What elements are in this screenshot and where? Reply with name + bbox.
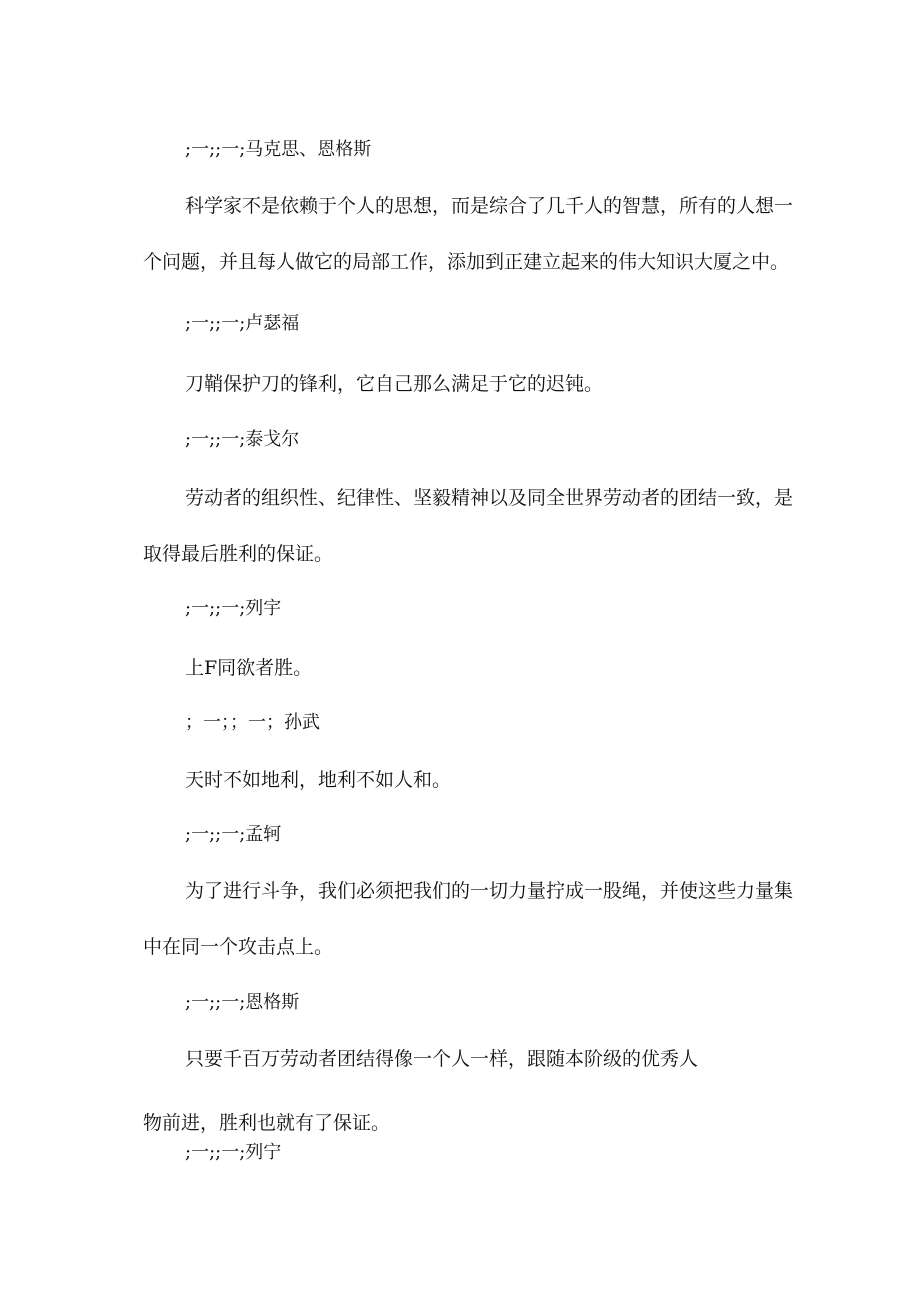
quote-7-line-1: 只要千百万劳动者团结得像一个人一样，跟随本阶级的优秀人 — [185, 1048, 699, 1070]
quote-3-line-2: 取得最后胜利的保证。 — [143, 543, 334, 565]
quote-1-line-1: 科学家不是依赖于个人的思想，而是综合了几千人的智慧，所有的人想一 — [185, 195, 794, 217]
attribution-4: ;一;;一;列宇 — [185, 598, 282, 619]
quote-2-line-1: 刀鞘保护刀的锋利，它自己那么满足于它的迟钝。 — [185, 373, 604, 395]
quote-6-line-2: 中在同一个攻击点上。 — [143, 936, 334, 958]
quote-5-line-1: 天时不如地利，地利不如人和。 — [185, 769, 452, 791]
quote-4-line-1: 上F同欲者胜。 — [185, 657, 313, 679]
attribution-7: ;一;;一;恩格斯 — [185, 992, 300, 1013]
attribution-2: ;一;;一;卢瑟福 — [185, 313, 300, 334]
attribution-1: ;一;;一;马克思、恩格斯 — [185, 139, 372, 160]
quote-1-line-2: 个问题，并且每人做它的局部工作，添加到正建立起来的伟大知识大厦之中。 — [143, 251, 790, 273]
attribution-6: ;一;;一;孟轲 — [185, 824, 282, 845]
attribution-3: ;一;;一;泰戈尔 — [185, 429, 300, 450]
attribution-5: ；一；；一；孙武 — [185, 712, 320, 733]
quote-3-line-1: 劳动者的组织性、纪律性、坚毅精神以及同全世界劳动者的团结一致，是 — [185, 487, 794, 509]
quote-7-line-2: 物前进，胜利也就有了保证。 — [143, 1112, 391, 1134]
attribution-8: ;一;;一;列宁 — [185, 1142, 282, 1163]
quote-6-line-1: 为了进行斗争，我们必须把我们的一切力量拧成一股绳，并使这些力量集 — [185, 880, 794, 902]
